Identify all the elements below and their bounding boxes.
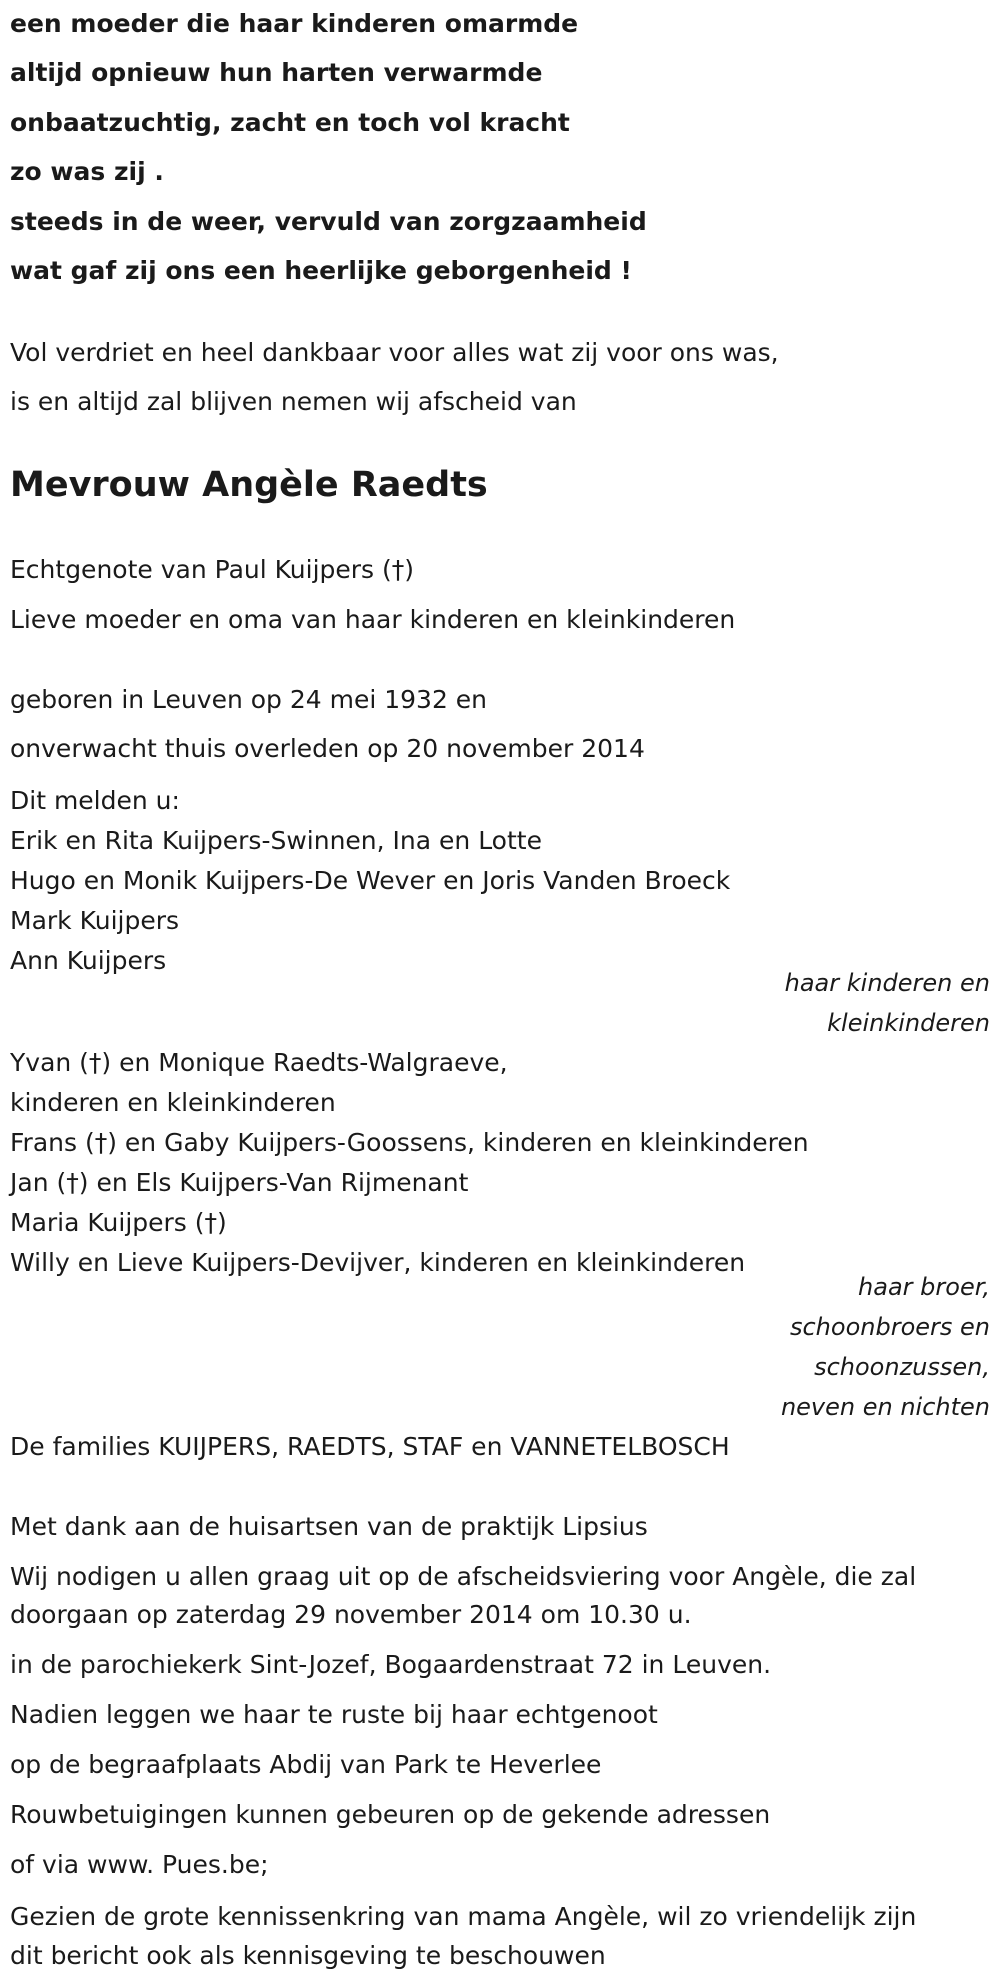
family-member: Hugo en Monik Kuijpers-De Wever en Joris Vanden Broeck bbox=[10, 866, 731, 895]
children-note: haar kinderen en bbox=[784, 969, 990, 997]
poem-line: steeds in de weer, vervuld van zorgzaamheid bbox=[10, 207, 647, 236]
poem-line: een moeder die haar kinderen omarmde bbox=[10, 9, 579, 38]
intro-line: Vol verdriet en heel dankbaar voor alles wat zij voor ons was, bbox=[10, 338, 779, 367]
birth-line: geboren in Leuven op 24 mei 1932 en bbox=[10, 685, 488, 714]
death-line: onverwacht thuis overleden op 20 november 2014 bbox=[10, 734, 645, 763]
closing-line: in de parochiekerk Sint-Jozef, Bogaardenstraat 72 in Leuven. bbox=[10, 1650, 772, 1679]
closing-line: Met dank aan de huisartsen van de praktijk Lipsius bbox=[10, 1512, 648, 1541]
family-member: Frans (†) en Gaby Kuijpers-Goossens, kinderen en kleinkinderen bbox=[10, 1128, 809, 1157]
siblings-note: haar broer, bbox=[858, 1273, 990, 1301]
siblings-note: schoonzussen, bbox=[814, 1353, 990, 1381]
family-member: Yvan (†) en Monique Raedts-Walgraeve, bbox=[10, 1048, 508, 1077]
family-member: Jan (†) en Els Kuijpers-Van Rijmenant bbox=[10, 1168, 469, 1197]
closing-line: Wij nodigen u allen graag uit op de afscheidsviering voor Angèle, die zal bbox=[10, 1562, 917, 1591]
poem-line: zo was zij . bbox=[10, 157, 164, 186]
intro-line: is en altijd zal blijven nemen wij afscheid van bbox=[10, 387, 577, 416]
closing-line: Rouwbetuigingen kunnen gebeuren op de gekende adressen bbox=[10, 1800, 771, 1829]
announce-label: Dit melden u: bbox=[10, 786, 180, 815]
closing-line: of via www. Pues.be; bbox=[10, 1850, 269, 1879]
family-member: Maria Kuijpers (†) bbox=[10, 1208, 227, 1237]
poem-line: wat gaf zij ons een heerlijke geborgenheid ! bbox=[10, 256, 632, 285]
deceased-name: Mevrouw Angèle Raedts bbox=[10, 465, 488, 505]
siblings-note: schoonbroers en bbox=[789, 1313, 990, 1341]
family-member: Erik en Rita Kuijpers-Swinnen, Ina en Lotte bbox=[10, 826, 542, 855]
closing-line: Nadien leggen we haar te ruste bij haar echtgenoot bbox=[10, 1700, 658, 1729]
children-note: kleinkinderen bbox=[827, 1009, 990, 1037]
closing-line: doorgaan op zaterdag 29 november 2014 om 10.30 u. bbox=[10, 1600, 692, 1629]
relation-line: Lieve moeder en oma van haar kinderen en kleinkinderen bbox=[10, 605, 736, 634]
closing-line: Gezien de grote kennissenkring van mama Angèle, wil zo vriendelijk zijn bbox=[10, 1902, 917, 1931]
family-member: Mark Kuijpers bbox=[10, 906, 180, 935]
relation-line: Echtgenote van Paul Kuijpers (†) bbox=[10, 555, 415, 584]
closing-line: dit bericht ook als kennisgeving te beschouwen bbox=[10, 1941, 606, 1970]
families-line: De families KUIJPERS, RAEDTS, STAF en VANNETELBOSCH bbox=[10, 1432, 730, 1461]
closing-line: op de begraafplaats Abdij van Park te Heverlee bbox=[10, 1750, 602, 1779]
poem-line: altijd opnieuw hun harten verwarmde bbox=[10, 58, 543, 87]
family-member: Willy en Lieve Kuijpers-Devijver, kinderen en kleinkinderen bbox=[10, 1248, 746, 1277]
siblings-note: neven en nichten bbox=[780, 1393, 990, 1421]
family-member: kinderen en kleinkinderen bbox=[10, 1088, 336, 1117]
family-member: Ann Kuijpers bbox=[10, 946, 167, 975]
poem-line: onbaatzuchtig, zacht en toch vol kracht bbox=[10, 108, 570, 137]
